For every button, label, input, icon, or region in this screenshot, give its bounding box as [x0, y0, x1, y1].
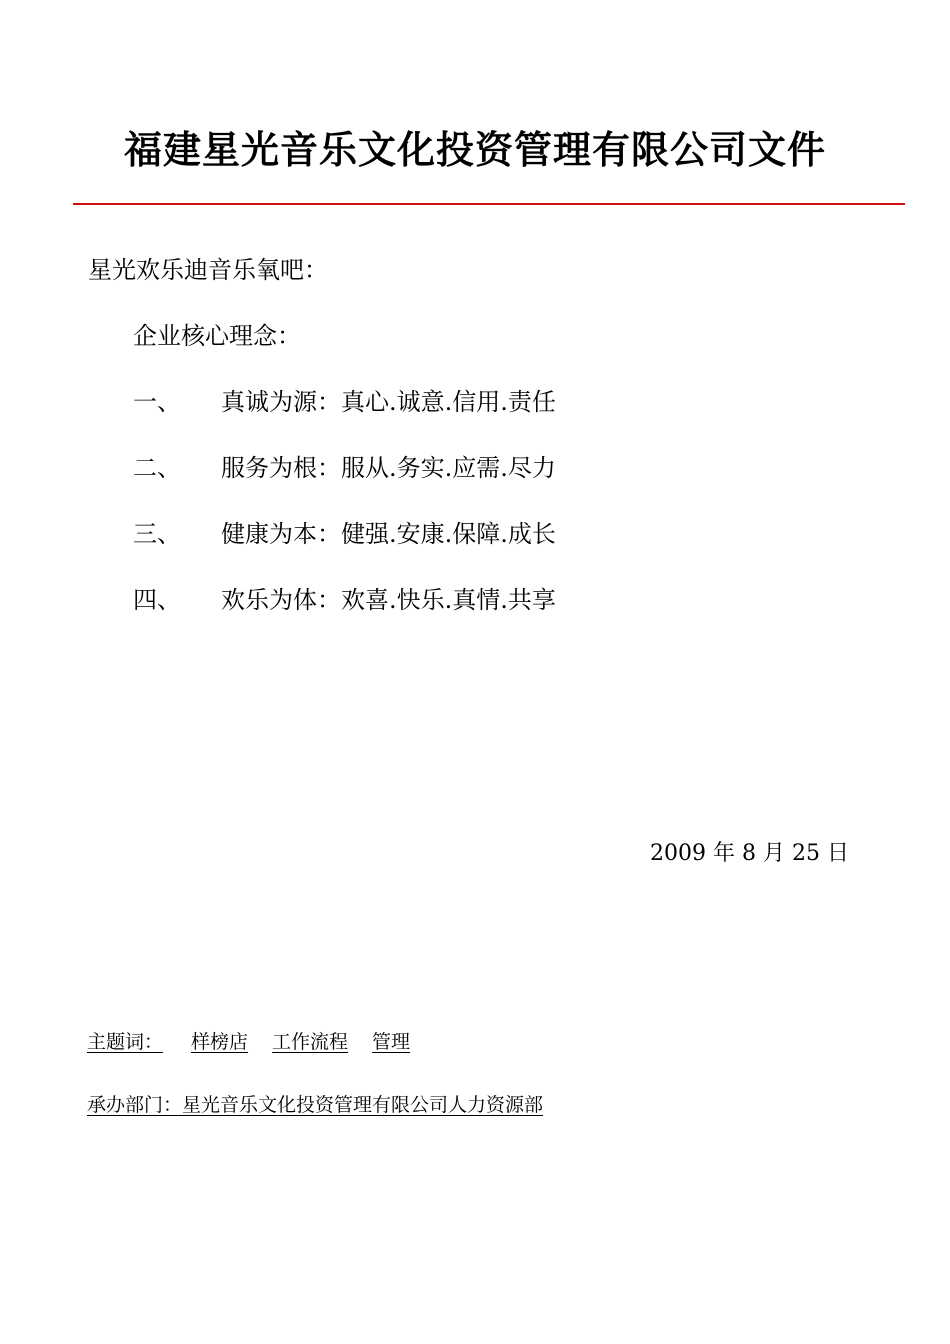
greeting-line: 星光欢乐迪音乐氧吧： — [88, 256, 328, 284]
item-number: 四、 — [133, 586, 181, 614]
document-title: 福建星光音乐文化投资管理有限公司文件 — [123, 127, 826, 172]
subject-keyword: 工作流程 — [272, 1031, 349, 1053]
core-value-item — [133, 382, 556, 422]
item-number: 二、 — [133, 454, 181, 482]
department-line — [87, 1091, 543, 1119]
department-name: 星光音乐文化投资管理有限公司人力资源部 — [182, 1094, 544, 1116]
item-number: 一、 — [133, 388, 181, 416]
header-red-rule — [73, 203, 905, 205]
item-text: 欢乐为体：欢喜.快乐.真情.共享 — [221, 586, 556, 614]
core-value-item — [133, 448, 556, 488]
subject-label: 主题词： — [87, 1031, 164, 1053]
item-text: 真诚为源：真心.诚意.信用.责任 — [221, 388, 556, 416]
document-date: 2009 年 8 月 25 日 — [650, 841, 849, 866]
core-value-item — [133, 514, 556, 554]
item-number: 三、 — [133, 520, 181, 548]
item-text: 服务为根：服从.务实.应需.尽力 — [221, 454, 556, 482]
core-value-item — [133, 580, 556, 620]
subject-keyword: 管理 — [372, 1031, 411, 1053]
item-text: 健康为本：健强.安康.保障.成长 — [221, 520, 556, 548]
subject-keywords-line — [87, 1028, 410, 1056]
subject-keyword: 样榜店 — [191, 1031, 249, 1053]
section-heading: 企业核心理念： — [133, 322, 301, 350]
department-label: 承办部门： — [87, 1094, 183, 1116]
